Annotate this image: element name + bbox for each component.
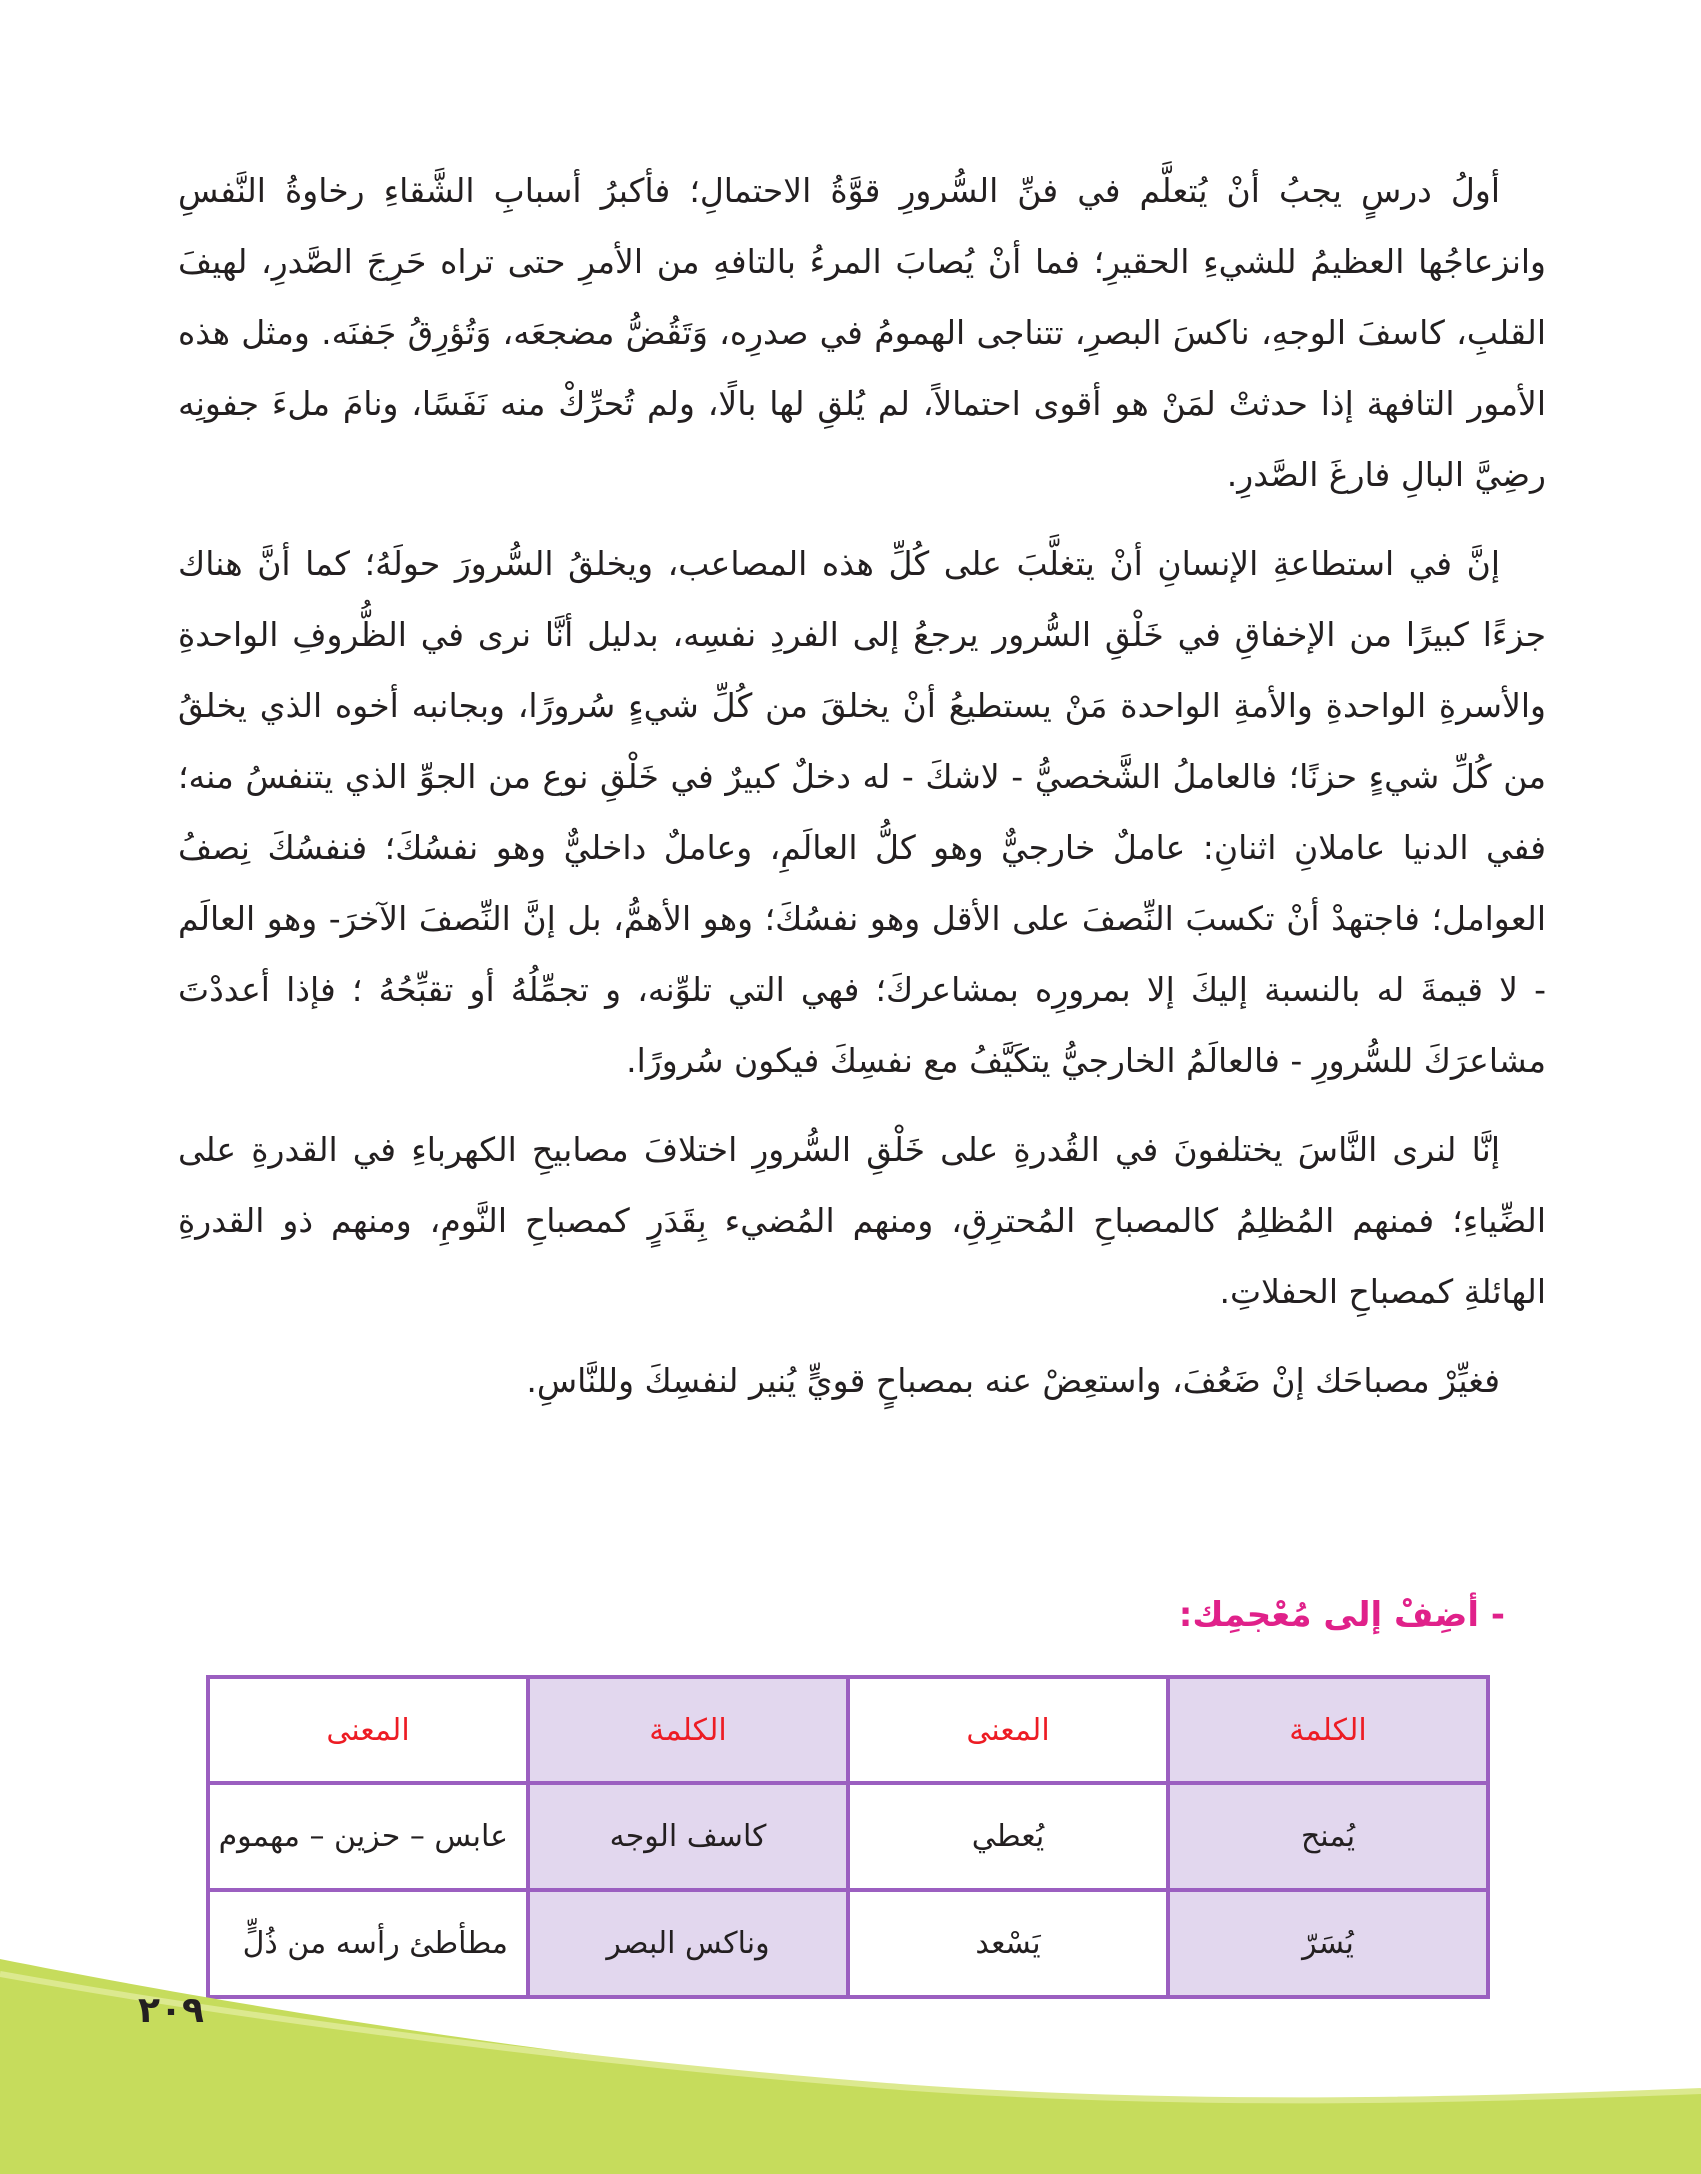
vocabulary-heading: - أضِفْ إلى مُعْجمِك: — [1178, 1595, 1505, 1635]
article-body — [178, 155, 1546, 1434]
word-cell: يُمنح — [1168, 1783, 1488, 1890]
meaning-cell: يُعطي — [848, 1783, 1168, 1890]
meaning-cell: مطأطئ رأسه من ذُلٍّ — [208, 1890, 528, 1997]
header-word-1: الكلمة — [1168, 1677, 1488, 1783]
word-cell: وناكس البصر — [528, 1890, 848, 1997]
vocabulary-table — [206, 1675, 1490, 1999]
page-number: ٢٠٩ — [138, 1990, 204, 2031]
table-header-row — [208, 1677, 1488, 1783]
header-word-2: الكلمة — [528, 1677, 848, 1783]
header-meaning-1: المعنى — [848, 1677, 1168, 1783]
meaning-cell: عابس – حزين – مهموم — [208, 1783, 528, 1890]
paragraph-3: إنَّا لنرى النَّاسَ يختلفونَ في القُدرةِ على خَلْقِ السُّرورِ اختلافَ مصابيحِ الكهرباءِ في القدرةِ على الضِّياءِ؛ فمنهم المُظلِمُ كالمصباحِ المُحترِقِ، ومنهم المُضيء بِقَدَرٍ كمصباحِ النَّومِ، ومنهم ذو القدرةِ الهائلةِ كمصباحِ الحفلاتِ. — [178, 1130, 1546, 1311]
paragraph-4: فغيِّرْ مصباحَك إنْ ضَعُفَ، واستعِضْ عنه بمصباحٍ قويٍّ يُنير لنفسِكَ وللنَّاسِ. — [526, 1361, 1500, 1400]
table-row — [208, 1783, 1488, 1890]
green-swoosh-decoration — [0, 1959, 1701, 2174]
meaning-cell: يَسْعد — [848, 1890, 1168, 1997]
header-meaning-2: المعنى — [208, 1677, 528, 1783]
word-cell: يُسَرّ — [1168, 1890, 1488, 1997]
paragraph-2: إنَّ في استطاعةِ الإنسانِ أنْ يتغلَّبَ على كُلِّ هذه المصاعب، ويخلقُ السُّرورَ حولَهُ؛ كما أنَّ هناك جزءًا كبيرًا من الإخفاقِ في خَلْقِ السُّرور يرجعُ إلى الفردِ نفسِه، بدليل أنَّا نرى في الظُّروفِ الواحدةِ والأسرةِ الواحدةِ والأمةِ الواحدة مَنْ يستطيعُ أنْ يخلقَ من كُلِّ شيءٍ سُرورًا، وبجانبه أخوه الذي يخلقُ من كُلِّ شيءٍ حزنًا؛ فالعاملُ الشَّخصيُّ - لاشكَ - له دخلٌ كبيرٌ في خَلْقِ نوع من الجوِّ الذي يتنفسُ منه؛ ففي الدنيا عاملانِ اثنانِ: عاملٌ خارجيٌّ وهو كلُّ العالَمِ، وعاملٌ داخليٌّ وهو نفسُكَ؛ فنفسُكَ نِصفُ العوامل؛ فاجتهدْ أنْ تكسبَ النِّصفَ على الأقل وهو نفسُكَ؛ وهو الأهمُّ، بل إنَّ النِّصفَ الآخرَ- وهو العالَم - لا قيمةَ له بالنسبة إليكَ إلا بمرورِه بمشاعركَ؛ فهي التي تلوِّنه، و تجمِّلُهُ أو تقبِّحُهُ ؛ فإذا أعددْتَ مشاعرَكَ للسُّرورِ - فالعالَمُ الخارجيُّ يتكَيَّفُ مع نفسِكَ فيكون سُرورًا. — [178, 544, 1546, 1080]
word-cell: كاسف الوجه — [528, 1783, 848, 1890]
paragraph-1: أولُ درسٍ يجبُ أنْ يُتعلَّم في فنِّ السُّرورِ قوَّةُ الاحتمالِ؛ فأكبرُ أسبابِ الشَّقاءِ رخاوةُ النَّفسِ وانزعاجُها العظيمُ للشيءِ الحقيرِ؛ فما أنْ يُصابَ المرءُ بالتافهِ من الأمرِ حتى تراه حَرِجَ الصَّدرِ، لهيفَ القلبِ، كاسفَ الوجهِ، ناكسَ البصرِ، تتناجى الهمومُ في صدرِه، وَتَقُضُّ مضجعَه، وَتُؤرِقُ جَفنَه. ومثل هذه الأمور التافهة إذا حدثتْ لمَنْ هو أقوى احتمالاً، لم يُلقِ لها بالًا، ولم تُحرِّكْ منه نَفَسًا، ونامَ ملءَ جفونِه رضِيَّ البالِ فارغَ الصَّدرِ. — [178, 171, 1546, 494]
swoosh-shape — [0, 1959, 1701, 2174]
